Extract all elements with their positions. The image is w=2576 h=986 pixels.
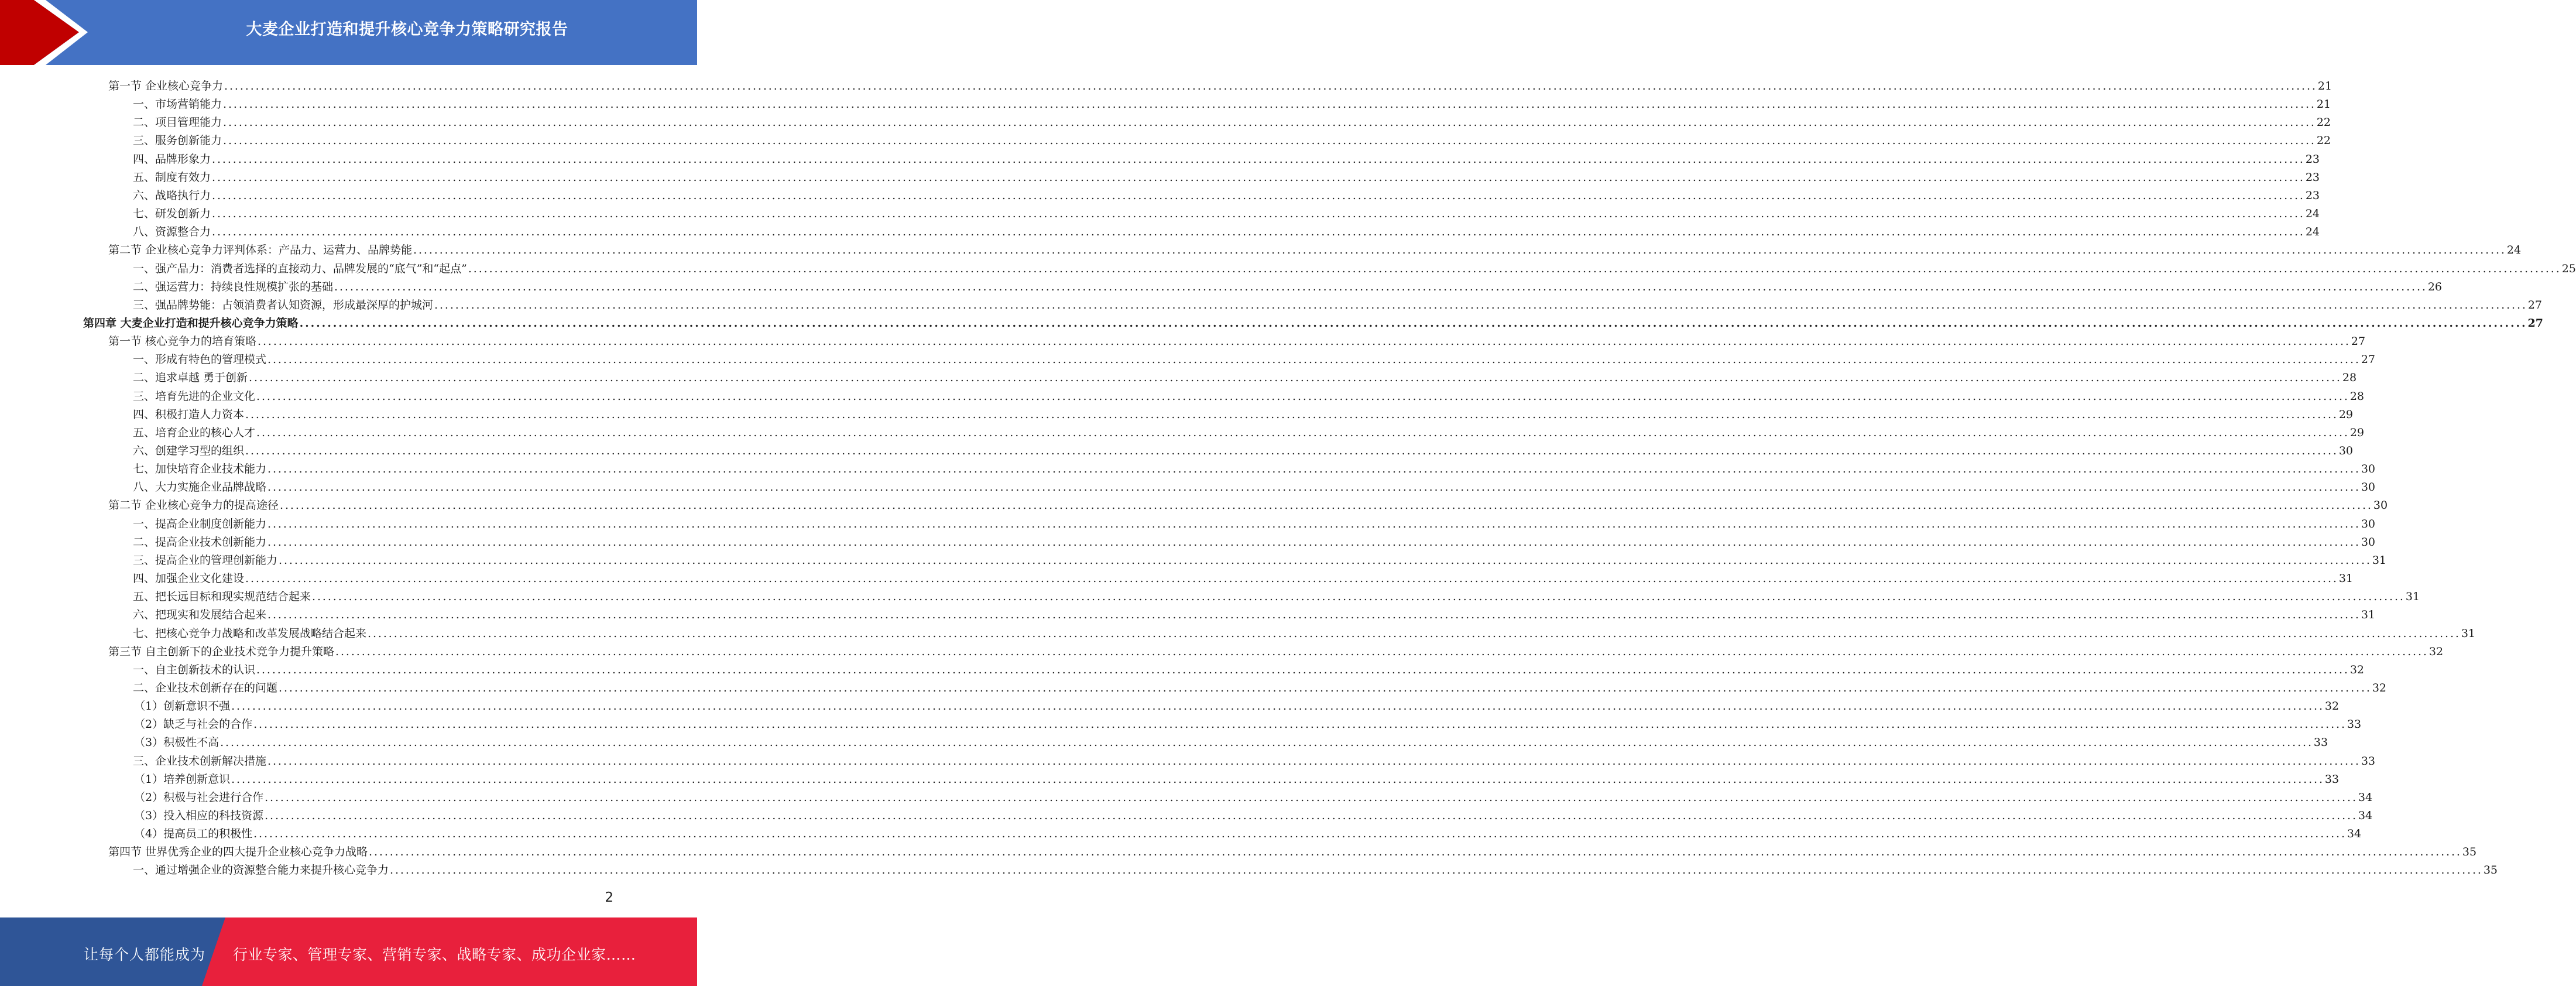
toc-entry[interactable] [133,294,2543,312]
toc-dot-leader: ................................................................................................................................................................................................................................................................................................................................................................................................................ [369,845,2462,859]
toc-entry[interactable] [133,403,2354,422]
toc-entry[interactable] [133,604,2376,622]
toc-entry[interactable] [133,258,2576,276]
toc-entry-label: 第一节 企业核心竞争力 [108,80,224,93]
toc-entry[interactable] [83,312,2543,330]
toc-dot-leader: ................................................................................................................................................................................................................................................................................................................................................................................................................ [267,517,2361,530]
toc-dot-leader: ................................................................................................................................................................................................................................................................................................................................................................................................................ [299,316,2527,330]
toc-entry-page: 33 [2347,718,2362,731]
toc-entry[interactable] [133,677,2387,695]
toc-entry[interactable] [133,385,2365,403]
toc-dot-leader: ................................................................................................................................................................................................................................................................................................................................................................................................................ [279,681,2372,694]
toc-dot-leader: ................................................................................................................................................................................................................................................................................................................................................................................................................ [334,280,2427,293]
toc-entry-label: 第三节 自主创新下的企业技术竞争力提升策略 [108,645,335,658]
toc-entry-page: 23 [2305,152,2320,166]
toc-dot-leader: ................................................................................................................................................................................................................................................................................................................................................................................................................ [245,572,2338,586]
toc-entry-label: 三、强品牌势能：占领消费者认知资源，形成最深厚的护城河 [133,298,434,311]
toc-dot-leader: ................................................................................................................................................................................................................................................................................................................................................................................................................ [267,481,2361,494]
toc-entry-label: 七、加快培育企业技术能力 [133,463,267,476]
toc-entry-label: 三、提高企业的管理创新能力 [133,553,278,567]
toc-entry[interactable] [133,367,2357,385]
toc-entry[interactable] [134,786,2373,804]
toc-dot-leader: ................................................................................................................................................................................................................................................................................................................................................................................................................ [253,718,2347,731]
toc-entry[interactable] [133,531,2376,549]
toc-entry[interactable] [133,622,2476,641]
toc-entry-label: （1）培养创新意识 [134,772,231,786]
toc-entry-label: 四、加强企业文化建设 [133,572,245,586]
toc-dot-leader: ................................................................................................................................................................................................................................................................................................................................................................................................................ [231,772,2324,786]
toc-dot-leader: ................................................................................................................................................................................................................................................................................................................................................................................................................ [267,608,2361,622]
toc-entry-label: 第二节 企业核心竞争力的提高途径 [108,499,279,512]
toc-entry-page: 30 [2361,463,2376,476]
toc-entry-page: 24 [2506,244,2522,257]
toc-entry[interactable] [133,276,2443,294]
toc-entry[interactable] [133,221,2320,239]
toc-entry-label: 八、资源整合力 [133,225,211,239]
toc-entry-page: 30 [2361,535,2376,549]
toc-entry[interactable] [133,567,2354,586]
toc-dot-leader: ................................................................................................................................................................................................................................................................................................................................................................................................................ [253,827,2347,841]
toc-entry-label: 第四章 大麦企业打造和提升核心竞争力策略 [83,316,299,330]
toc-entry[interactable] [108,641,2444,659]
toc-entry-label: 第四节 世界优秀企业的四大提升企业核心竞争力战略 [108,845,368,859]
toc-entry-label: 五、制度有效力 [133,170,211,184]
toc-dot-leader: ................................................................................................................................................................................................................................................................................................................................................................................................................ [212,207,2305,221]
toc-entry-label: 二、企业技术创新存在的问题 [133,681,278,694]
toc-entry-label: 八、大力实施企业品牌战略 [133,481,267,494]
toc-entry[interactable] [133,166,2320,184]
toc-entry-label: （1）创新意识不强 [134,700,231,713]
toc-entry[interactable] [133,859,2498,877]
toc-entry-page: 31 [2405,590,2420,604]
toc-entry-label: 七、把核心竞争力战略和改革发展战略结合起来 [133,626,367,640]
toc-dot-leader: ................................................................................................................................................................................................................................................................................................................................................................................................................ [413,244,2506,257]
toc-entry-page: 35 [2483,864,2498,877]
toc-entry[interactable] [134,804,2373,823]
toc-entry-page: 35 [2462,845,2477,859]
toc-entry-label: 三、培育先进的企业文化 [133,389,256,403]
toc-dot-leader: ................................................................................................................................................................................................................................................................................................................................................................................................................ [267,535,2361,549]
toc-entry-label: 一、提高企业制度创新能力 [133,517,267,530]
toc-entry-page: 32 [2324,700,2340,713]
toc-entry[interactable] [133,129,2331,148]
toc-entry-page: 28 [2349,389,2365,403]
toc-entry-label: 六、战略执行力 [133,189,211,202]
toc-dot-leader: ................................................................................................................................................................................................................................................................................................................................................................................................................ [245,444,2338,457]
toc-dot-leader: ................................................................................................................................................................................................................................................................................................................................................................................................................ [212,170,2305,184]
toc-dot-leader: ................................................................................................................................................................................................................................................................................................................................................................................................................ [256,389,2349,403]
toc-entry[interactable] [133,148,2320,166]
toc-entry-page: 31 [2461,626,2476,640]
toc-entry[interactable] [108,494,2388,512]
toc-dot-leader: ................................................................................................................................................................................................................................................................................................................................................................................................................ [258,335,2351,348]
toc-entry-label: （4）提高员工的积极性 [134,827,253,841]
toc-entry[interactable] [108,75,2333,93]
page-header [0,0,697,65]
toc-dot-leader: ................................................................................................................................................................................................................................................................................................................................................................................................................ [390,864,2483,877]
toc-entry-label: 第一节 核心竞争力的培育策略 [108,335,257,348]
toc-entry-page: 30 [2338,444,2354,457]
toc-entry[interactable] [133,549,2387,567]
toc-entry-page: 25 [2561,262,2576,275]
toc-dot-leader: ................................................................................................................................................................................................................................................................................................................................................................................................................ [231,700,2324,713]
toc-dot-leader: ................................................................................................................................................................................................................................................................................................................................................................................................................ [245,408,2338,421]
toc-entry[interactable] [133,458,2376,476]
toc-entry[interactable] [133,750,2376,768]
toc-dot-leader: ................................................................................................................................................................................................................................................................................................................................................................................................................ [267,353,2361,367]
toc-entry[interactable] [108,841,2477,859]
page-footer [0,917,697,986]
toc-entry-page: 32 [2428,645,2444,658]
toc-entry[interactable] [133,348,2376,367]
toc-entry[interactable] [134,823,2362,841]
toc-entry-page: 34 [2358,790,2373,804]
footer-slogan-right: 行业专家、管理专家、营销专家、战略专家、成功企业家…… [233,946,636,963]
toc-entry-label: 七、研发创新力 [133,207,211,221]
toc-entry-page: 31 [2372,553,2387,567]
toc-entry[interactable] [133,440,2354,458]
page-number: 2 [605,890,613,905]
toc-entry-page: 24 [2305,225,2320,239]
footer-slogan-left: 让每个人都能成为 [84,946,206,963]
toc-entry-page: 27 [2351,335,2366,348]
toc-entry-label: 一、通过增强企业的资源整合能力来提升核心竞争力 [133,864,389,877]
toc-entry-page: 23 [2305,170,2320,184]
toc-dot-leader: ................................................................................................................................................................................................................................................................................................................................................................................................................ [280,499,2373,512]
toc-entry-page: 32 [2372,681,2387,694]
toc-dot-leader: ................................................................................................................................................................................................................................................................................................................................................................................................................ [220,736,2313,749]
toc-entry-page: 30 [2361,481,2376,494]
toc-entry-label: 二、项目管理能力 [133,116,222,129]
toc-entry[interactable] [134,713,2362,731]
header-title: 大麦企业打造和提升核心竞争力策略研究报告 [246,20,568,39]
toc-entry[interactable] [133,476,2376,494]
toc-dot-leader: ................................................................................................................................................................................................................................................................................................................................................................................................................ [267,463,2361,476]
toc-entry-label: 二、提高企业技术创新能力 [133,535,267,549]
toc-entry-page: 24 [2305,207,2320,221]
toc-entry-label: 第二节 企业核心竞争力评判体系：产品力、运营力、品牌势能 [108,244,413,257]
toc-entry-label: 六、创建学习型的组织 [133,444,245,457]
toc-entry-page: 33 [2313,736,2328,749]
toc-dot-leader: ................................................................................................................................................................................................................................................................................................................................................................................................................ [368,626,2461,640]
toc-entry-page: 28 [2342,371,2357,385]
toc-entry-page: 33 [2361,754,2376,768]
toc-entry-page: 27 [2527,316,2543,330]
toc-dot-leader: ................................................................................................................................................................................................................................................................................................................................................................................................................ [212,225,2305,239]
toc-entry-page: 27 [2527,298,2543,311]
toc-entry-page: 21 [2317,80,2333,93]
toc-entry-label: 二、强运营力：持续良性规模扩张的基础 [133,280,334,293]
toc-dot-leader: ................................................................................................................................................................................................................................................................................................................................................................................................................ [265,790,2358,804]
toc-dot-leader: ................................................................................................................................................................................................................................................................................................................................................................................................................ [256,663,2349,676]
toc-entry-page: 31 [2361,608,2376,622]
toc-entry-page: 29 [2338,408,2354,421]
toc-entry-label: 六、把现实和发展结合起来 [133,608,267,622]
toc-entry-page: 33 [2324,772,2340,786]
toc-dot-leader: ................................................................................................................................................................................................................................................................................................................................................................................................................ [224,80,2317,93]
toc-dot-leader: ................................................................................................................................................................................................................................................................................................................................................................................................................ [267,754,2361,768]
toc-entry-label: 三、服务创新能力 [133,134,222,148]
toc-entry-label: （3）投入相应的科技资源 [134,809,264,822]
toc-dot-leader: ................................................................................................................................................................................................................................................................................................................................................................................................................ [223,98,2316,111]
toc-entry-label: 二、追求卓越 勇于创新 [133,371,248,385]
toc-dot-leader: ................................................................................................................................................................................................................................................................................................................................................................................................................ [212,152,2305,166]
toc-entry[interactable] [133,586,2420,604]
toc-entry[interactable] [108,239,2522,257]
toc-entry-page: 30 [2373,499,2388,512]
toc-entry[interactable] [133,93,2331,111]
toc-entry-page: 21 [2316,98,2331,111]
toc-entry-page: 29 [2349,426,2365,439]
toc-entry[interactable] [134,695,2340,713]
toc-entry[interactable] [133,659,2365,677]
toc-entry-page: 22 [2316,134,2331,148]
toc-dot-leader: ................................................................................................................................................................................................................................................................................................................................................................................................................ [468,262,2561,275]
toc-entry-label: （2）积极与社会进行合作 [134,790,264,804]
toc-entry-page: 32 [2349,663,2365,676]
toc-entry-label: （2）缺乏与社会的合作 [134,718,253,731]
toc-dot-leader: ................................................................................................................................................................................................................................................................................................................................................................................................................ [265,809,2358,822]
toc-entry-label: 三、企业技术创新解决措施 [133,754,267,768]
toc-entry[interactable] [133,184,2320,203]
toc-dot-leader: ................................................................................................................................................................................................................................................................................................................................................................................................................ [212,189,2305,202]
toc-dot-leader: ................................................................................................................................................................................................................................................................................................................................................................................................................ [434,298,2527,311]
toc-entry-label: 四、品牌形象力 [133,152,211,166]
toc-entry[interactable] [133,111,2331,129]
toc-entry-page: 23 [2305,189,2320,202]
toc-entry-label: 一、市场营销能力 [133,98,222,111]
toc-entry-page: 22 [2316,116,2331,129]
toc-entry-label: 一、形成有特色的管理模式 [133,353,267,367]
toc-dot-leader: ................................................................................................................................................................................................................................................................................................................................................................................................................ [223,116,2316,129]
toc-entry[interactable] [133,513,2376,531]
toc-entry-page: 30 [2361,517,2376,530]
toc-entry-page: 26 [2427,280,2443,293]
toc-entry[interactable] [133,422,2365,440]
toc-dot-leader: ................................................................................................................................................................................................................................................................................................................................................................................................................ [249,371,2342,385]
toc-entry-label: 五、把长远目标和现实规范结合起来 [133,590,311,604]
toc-entry-label: 四、积极打造人力资本 [133,408,245,421]
toc-entry[interactable] [108,330,2366,348]
toc-entry[interactable] [134,731,2328,749]
toc-entry-page: 27 [2361,353,2376,367]
toc-entry[interactable] [133,203,2320,221]
toc-entry-page: 31 [2338,572,2354,586]
toc-entry-label: 一、强产品力：消费者选择的直接动力、品牌发展的“底气”和“起点” [133,262,467,275]
toc-entry-label: 五、培育企业的核心人才 [133,426,256,439]
toc-entry-page: 34 [2358,809,2373,822]
toc-entry[interactable] [134,768,2340,786]
toc-entry-label: 一、自主创新技术的认识 [133,663,256,676]
toc-entry-label: （3）积极性不高 [134,736,219,749]
toc-entry-page: 34 [2347,827,2362,841]
toc-dot-leader: ................................................................................................................................................................................................................................................................................................................................................................................................................ [335,645,2428,658]
toc-dot-leader: ................................................................................................................................................................................................................................................................................................................................................................................................................ [256,426,2349,439]
toc-dot-leader: ................................................................................................................................................................................................................................................................................................................................................................................................................ [279,553,2372,567]
toc-dot-leader: ................................................................................................................................................................................................................................................................................................................................................................................................................ [312,590,2405,604]
toc-dot-leader: ................................................................................................................................................................................................................................................................................................................................................................................................................ [223,134,2316,148]
